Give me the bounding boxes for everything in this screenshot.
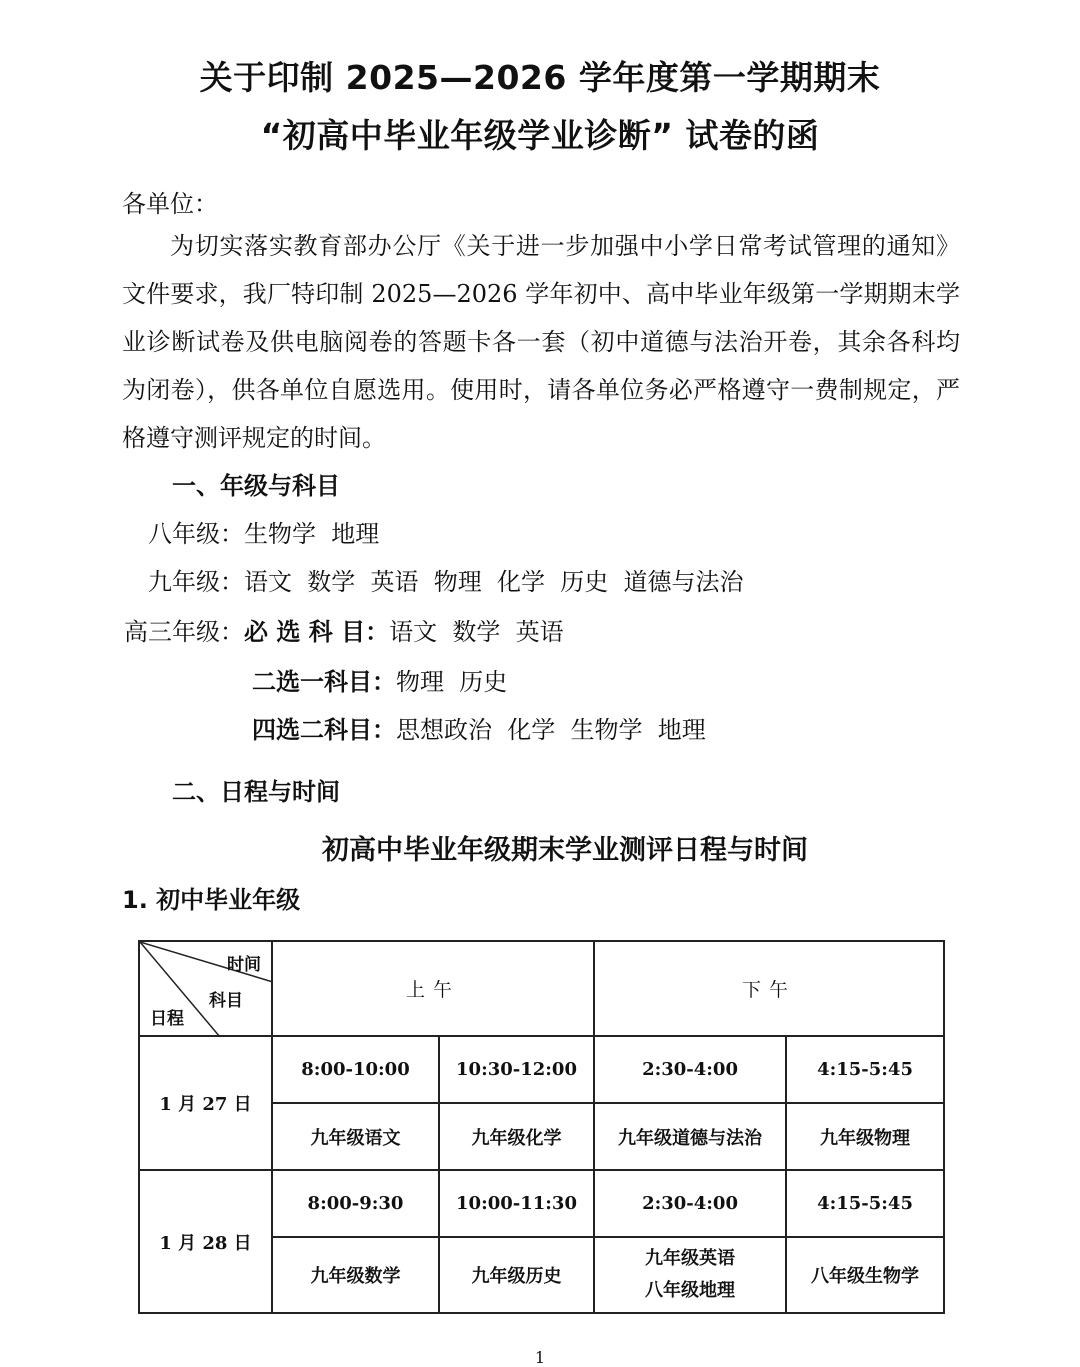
- time-cell: 8:00-9:30: [272, 1170, 439, 1237]
- document-title-line1: 关于印制 2025—2026 学年度第一学期期末: [199, 58, 881, 97]
- corner-date-label: 日程: [150, 1009, 184, 1029]
- salutation: 各单位：: [122, 190, 218, 218]
- grade12-label: 高三年级：: [124, 618, 244, 646]
- choose2-label: 四选二科目：: [252, 715, 396, 744]
- subject-cell: 九年级化学: [439, 1103, 594, 1170]
- time-cell: 4:15-5:45: [786, 1036, 944, 1103]
- date-cell: 1 月 28 日: [139, 1170, 272, 1313]
- document-title-line2: “初高中毕业年级学业诊断” 试卷的函: [260, 116, 820, 155]
- choose1-line: [252, 662, 507, 697]
- table-row: [139, 1170, 944, 1237]
- subject-cell: 九年级道德与法治: [594, 1103, 786, 1170]
- time-cell: 10:00-11:30: [439, 1170, 594, 1237]
- subject-cell: 九年级物理: [786, 1103, 944, 1170]
- corner-subject-label: 科目: [209, 991, 243, 1011]
- table-header-row: [139, 941, 944, 1036]
- time-cell: 10:30-12:00: [439, 1036, 594, 1103]
- choose1-subjects: 物理 历史: [396, 668, 508, 696]
- page-number: 1: [534, 1348, 546, 1367]
- date-cell: 1 月 27 日: [139, 1036, 272, 1170]
- choose2-subjects: 思想政治 化学 生物学 地理: [396, 716, 706, 744]
- body-paragraph: 为切实落实教育部办公厅《关于进一步加强中小学日常考试管理的通知》文件要求，我厂特印制 2025—2026 学年初中、高中毕业年级第一学期期末学业诊断试卷及供电脑阅卷的答题卡各一套（初中道德与法治开卷，其余各科均为闭卷），供各单位自愿选用。使用时，请各单位务必严格遵守一费制规定，严格遵守测评规定的时间。: [122, 232, 960, 452]
- grade8-label: 八年级：: [148, 520, 244, 548]
- corner-time-label: 时间: [227, 955, 261, 975]
- subject-line: 八年级地理: [645, 1280, 736, 1301]
- grade12-line: [124, 612, 564, 647]
- required-label: 必 选 科 目：: [244, 617, 390, 646]
- subject-cell: [594, 1237, 786, 1313]
- corner-cell: [139, 941, 272, 1036]
- grade9-label: 九年级：: [148, 568, 244, 596]
- choose1-label: 二选一科目：: [252, 667, 396, 696]
- schedule-title: 初高中毕业年级期末学业测评日程与时间: [322, 835, 808, 866]
- section2-heading: 二、日程与时间: [172, 778, 340, 806]
- time-cell: 8:00-10:00: [272, 1036, 439, 1103]
- choose2-line: [252, 710, 706, 745]
- subject-cell: 九年级数学: [272, 1237, 439, 1313]
- grade9-line: [148, 562, 744, 597]
- afternoon-header: 下午: [594, 941, 944, 1036]
- subject-cell: 九年级历史: [439, 1237, 594, 1313]
- subject-cell: 八年级生物学: [786, 1237, 944, 1313]
- time-cell: 2:30-4:00: [594, 1170, 786, 1237]
- section1-heading: 一、年级与科目: [172, 472, 340, 500]
- morning-header: 上午: [272, 941, 594, 1036]
- schedule-table: [138, 940, 945, 1314]
- junior-grade-heading: 1. 初中毕业年级: [122, 886, 301, 914]
- required-subjects: 语文 数学 英语: [389, 618, 564, 646]
- subject-cell: 九年级语文: [272, 1103, 439, 1170]
- grade8-line: [148, 514, 379, 549]
- grade9-subjects: 语文 数学 英语 物理 化学 历史 道德与法治: [244, 568, 744, 596]
- table-row: [139, 1036, 944, 1103]
- grade8-subjects: 生物学 地理: [244, 520, 380, 548]
- time-cell: 4:15-5:45: [786, 1170, 944, 1237]
- time-cell: 2:30-4:00: [594, 1036, 786, 1103]
- subject-line: 九年级英语: [645, 1248, 736, 1269]
